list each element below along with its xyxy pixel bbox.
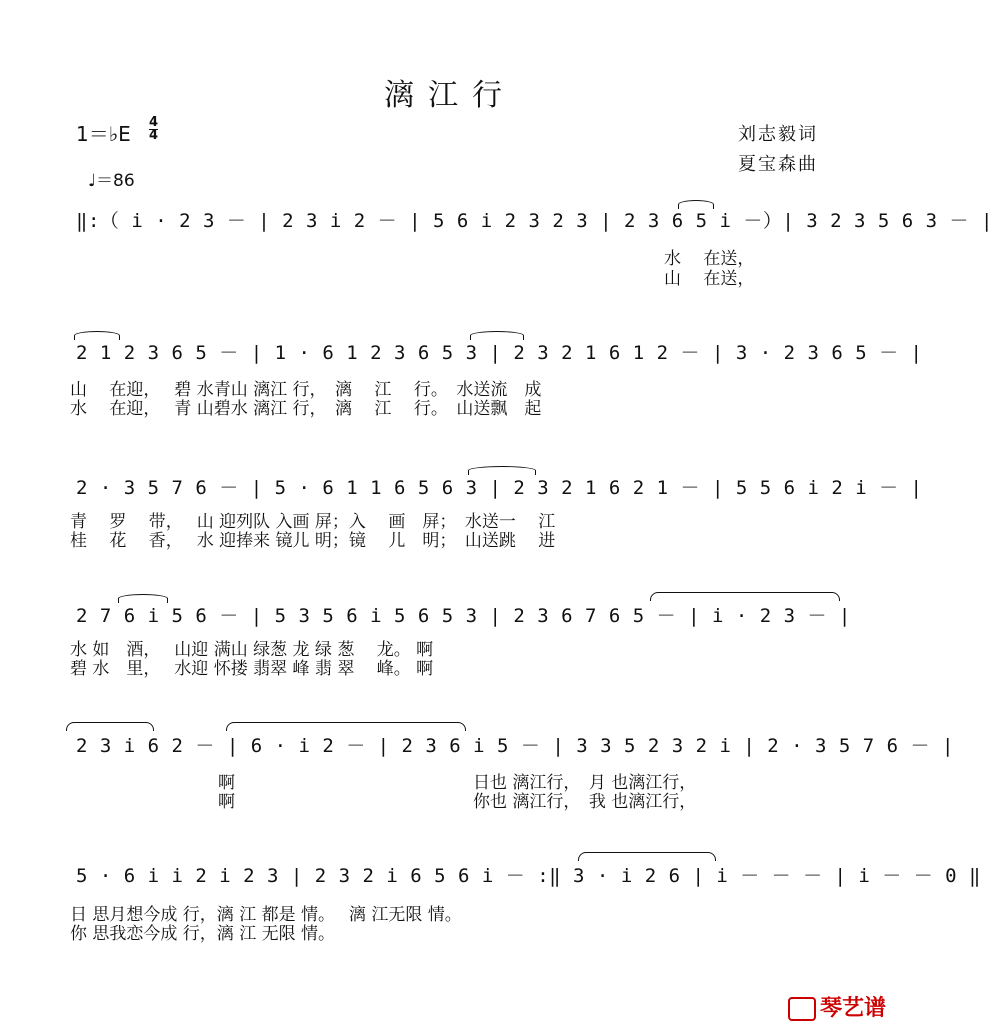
notation-line: 2 · 3 5 7 6 － | 5 · 6 1 1 6 5 6 3 | 2 3 2 1 6 2 1 － | 5 5 6 i 2 i － | (76, 477, 923, 499)
slur (74, 331, 120, 340)
score-row-5 (0, 728, 954, 828)
score-row-2 (0, 335, 923, 435)
composer-credit: 夏宝森曲 (738, 154, 818, 175)
lyric-verse-2: 啊 你也 漓江行， 我 也漓江行， (218, 792, 697, 812)
score-row-6 (0, 858, 981, 958)
page-title: 漓江行 (384, 78, 516, 113)
lyric-verse-1: 水 在送， (664, 249, 755, 269)
notation-line: 2 3 i 6 2 － | 6 · i 2 － | 2 3 6 i 5 － | 3 3 5 2 3 2 i | 2 · 3 5 7 6 － | (76, 735, 954, 757)
logo-icon (788, 997, 816, 1021)
watermark-logo: 琴艺谱 (788, 991, 886, 1022)
score-row-1 (0, 200, 993, 300)
slur (470, 331, 524, 340)
notation-line: 5 · 6 i i 2 i 2 3 | 2 3 2 i 6 5 6 i － :‖ 3 · i 2 6 | i － － － | i － － 0 ‖ (76, 865, 981, 887)
lyricist-credit: 刘志毅词 (738, 124, 818, 145)
key-signature: 1＝♭E (76, 122, 131, 146)
tie-line (650, 592, 840, 601)
tie-line (226, 722, 466, 731)
lyric-verse-1: 青 罗 带， 山 迎列队 入画 屏；入 画 屏； 水送一 江 (70, 512, 556, 532)
notation-line: 2 7 6 i 5 6 － | 5 3 5 6 i 5 6 5 3 | 2 3 6 7 6 5 － | i · 2 3 － | (76, 605, 851, 627)
time-signature: 4 4 (149, 115, 159, 143)
tie-line (578, 852, 716, 861)
slur (468, 466, 536, 475)
lyric-verse-1: 水 如 酒， 山迎 满山 绿葱 龙 绿 葱 龙。 啊 (70, 640, 434, 660)
notation-line: ‖:（ i · 2 3 － | 2 3 i 2 － | 5 6 i 2 3 2 3 | 2 3 6 5 i －）| 3 2 3 5 6 3 － | (76, 210, 993, 232)
lyric-verse-2: 碧 水 里， 水迎 怀搂 翡翠 峰 翡 翠 峰。 啊 (70, 659, 434, 679)
slur (118, 594, 168, 603)
lyric-verse-2: 水 在迎， 青 山碧水 漓江 行， 漓 江 行。 山送飘 起 (70, 399, 542, 419)
lyric-verse-2: 山 在送， (664, 269, 755, 289)
slur (678, 200, 714, 209)
lyric-verse-2: 你 思我恋今成 行，漓 江 无限 情。 (70, 924, 336, 944)
notation-line: 2 1 2 3 6 5 － | 1 · 6 1 2 3 6 5 3 | 2 3 2 1 6 1 2 － | 3 · 2 3 6 5 － | (76, 342, 923, 364)
lyric-verse-1: 日 思月想今成 行，漓 江 都是 情。 漓 江无限 情。 (70, 905, 462, 925)
lyric-verse-2: 桂 花 香， 水 迎捧来 镜儿 明；镜 儿 明； 山送跳 进 (70, 531, 556, 551)
score-row-3 (0, 470, 923, 570)
lyric-verse-1: 山 在迎， 碧 水青山 漓江 行， 漓 江 行。 水送流 成 (70, 380, 542, 400)
tempo-marking: ♩＝86 (88, 171, 135, 191)
tie-line (66, 722, 154, 731)
lyric-verse-1: 啊 日也 漓江行， 月 也漓江行， (218, 773, 697, 793)
score-row-4 (0, 598, 900, 698)
